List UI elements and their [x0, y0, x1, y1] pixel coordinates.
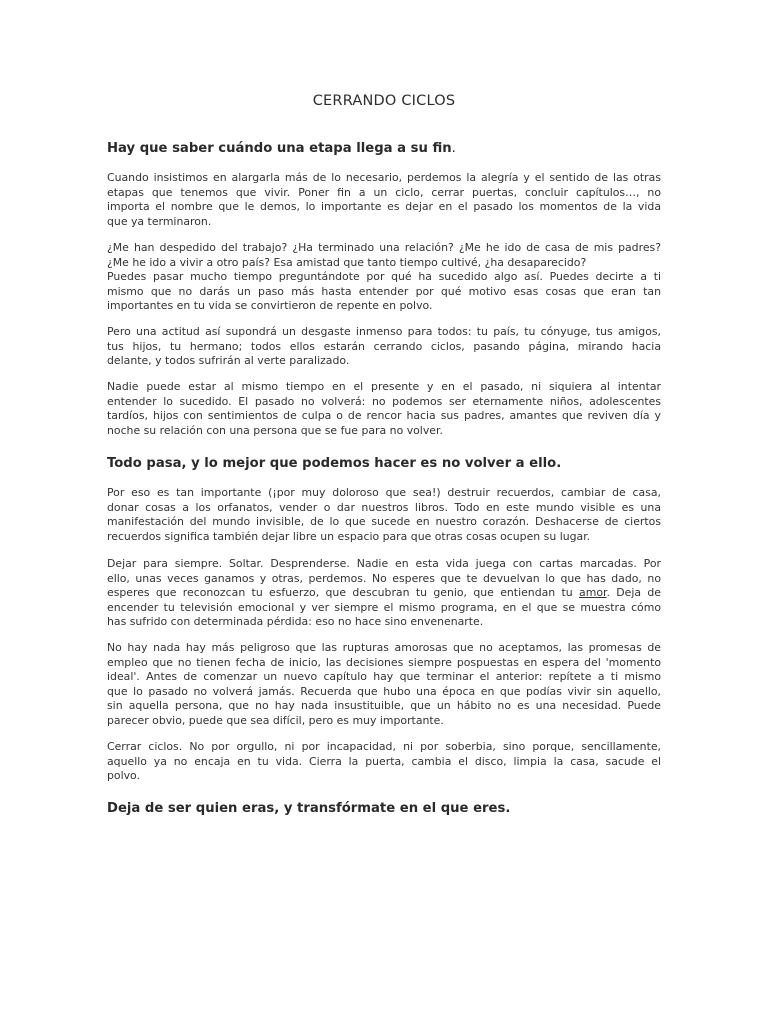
paragraph-line: Cuando insistimos en alargarla más de lo necesario, perdemos la alegría y el sentido de las otras — [107, 171, 661, 184]
paragraph-line: Dejar para siempre. Soltar. Desprenderse. Nadie en esta vida juega con cartas marcadas. Por — [107, 557, 661, 570]
paragraph-line: importantes en tu vida se convirtieron de repente en polvo. — [107, 299, 433, 312]
paragraph-line: manifestación del mundo invisible, de lo que sucede en nuestro corazón. Deshacerse de ciertos — [107, 515, 661, 528]
paragraph-line: polvo. — [107, 769, 140, 782]
text-segment: . Deja de — [606, 586, 661, 599]
section-heading-1-period: . — [451, 141, 456, 156]
text-segment: esperes que reconozcan tu esfuerzo, que descubran tu genio, que entiendan tu — [107, 586, 580, 599]
paragraph-5 — [107, 486, 661, 544]
paragraph-line: encender tu televisión emocional y ver siempre el mismo programa, en el que se muestra cómo — [107, 600, 661, 614]
paragraph-7 — [107, 641, 661, 728]
paragraph-line: mismo que no darás un paso más hasta entender por qué motivo esas cosas que eran tan — [107, 284, 661, 298]
paragraph-line: etapas que tenemos que vivir. Poner fin a un ciclo, cerrar puertas, concluir capítulos…, no — [107, 185, 661, 199]
paragraph-line: entender lo sucedido. El pasado no volverá: no podemos ser eternamente niños, adolescentes — [107, 394, 661, 408]
paragraph-line: delante, y todos sufrirán al verte paralizado. — [107, 354, 350, 367]
section-heading-2: Todo pasa, y lo mejor que podemos hacer es no volver a ello. — [107, 456, 562, 471]
paragraph-3 — [107, 325, 661, 369]
paragraph-line: No hay nada hay más peligroso que las rupturas amorosas que no aceptamos, las promesas de — [107, 641, 661, 654]
section-heading-1 — [107, 141, 456, 156]
paragraph-line: Por eso es tan importante (¡por muy doloroso que sea!) destruir recuerdos, cambiar de casa, — [107, 486, 661, 499]
paragraph-line: recuerdos significa también dejar libre un espacio para que otras cosas ocupen su lugar. — [107, 529, 591, 543]
paragraph-line: parecer obvio, puede que sea difícil, pero es muy importante. — [107, 713, 444, 727]
paragraph-line: ello, unas veces ganamos y otras, perdemos. No esperes que te devuelvan lo que has dado, no — [107, 571, 661, 585]
paragraph-line: Nadie puede estar al mismo tiempo en el presente y en el pasado, ni siquiera al intentar — [107, 380, 661, 393]
paragraph-line: empleo que no tienen fecha de inicio, las decisiones siempre pospuestas en espera del 'momento — [107, 655, 661, 669]
paragraph-line — [107, 586, 661, 601]
paragraph-1 — [107, 171, 661, 229]
paragraph-4 — [107, 380, 661, 438]
section-heading-1-text: Hay que saber cuándo una etapa llega a su fin — [107, 141, 452, 156]
paragraph-line: ¿Me han despedido del trabajo? ¿Ha terminado una relación? ¿Me he ido de casa de mis padres? — [107, 241, 661, 254]
paragraph-line: aquello ya no encaja en tu vida. Cierra la puerta, cambia el disco, limpia la casa, sacude el — [107, 754, 661, 768]
paragraph-line: ideal'. Antes de comenzar un nuevo capítulo hay que terminar el anterior: repítete a ti mismo — [107, 670, 661, 683]
paragraph-line: noche su relación con una persona que se fue para no volver. — [107, 423, 443, 437]
amor-link[interactable]: amor — [579, 586, 607, 599]
paragraph-6 — [107, 557, 661, 630]
paragraph-line: sin aquella persona, que no hay nada insustituible, que un hábito no es una necesidad. Puede — [107, 699, 661, 712]
paragraph-line: Cerrar ciclos. No por orgullo, ni por incapacidad, ni por soberbia, sino porque, sencillamente, — [107, 740, 661, 753]
paragraph-line: que lo pasado no volverá jamás. Recuerda que hubo una época en que podías vivir sin aquello, — [107, 684, 661, 698]
paragraph-line: Pero una actitud así supondrá un desgaste inmenso para todos: tu país, tu cónyuge, tus amigos, — [107, 325, 661, 338]
paragraph-line: que ya terminaron. — [107, 214, 212, 228]
paragraph-line: importa el nombre que le demos, lo importante es dejar en el pasado los momentos de la vida — [107, 200, 661, 213]
paragraph-line: ¿Me he ido a vivir a otro país? Esa amistad que tanto tiempo cultivé, ¿ha desaparecido? — [107, 255, 587, 269]
paragraph-8 — [107, 740, 661, 784]
paragraph-line: has sufrido con determinada pérdida: eso no hace sino envenenarte. — [107, 615, 484, 628]
document-title: CERRANDO CICLOS — [312, 93, 456, 109]
paragraph-line: Puedes pasar mucho tiempo preguntándote por qué ha sucedido algo así. Puedes decirte a ti — [107, 270, 661, 283]
paragraph-line: donar cosas a los orfanatos, vender o dar nuestros libros. Todo en este mundo visible es una — [107, 500, 661, 514]
section-heading-3: Deja de ser quien eras, y transfórmate en el que eres. — [107, 801, 511, 816]
paragraph-line: tardíos, hijos con sentimientos de culpa o de rencor hacia sus padres, amantes que reviven día y — [107, 409, 661, 422]
paragraph-line: tus hijos, tu hermano; todos ellos estarán cerrando ciclos, pasando página, mirando hacia — [107, 339, 661, 353]
paragraph-2 — [107, 241, 661, 314]
